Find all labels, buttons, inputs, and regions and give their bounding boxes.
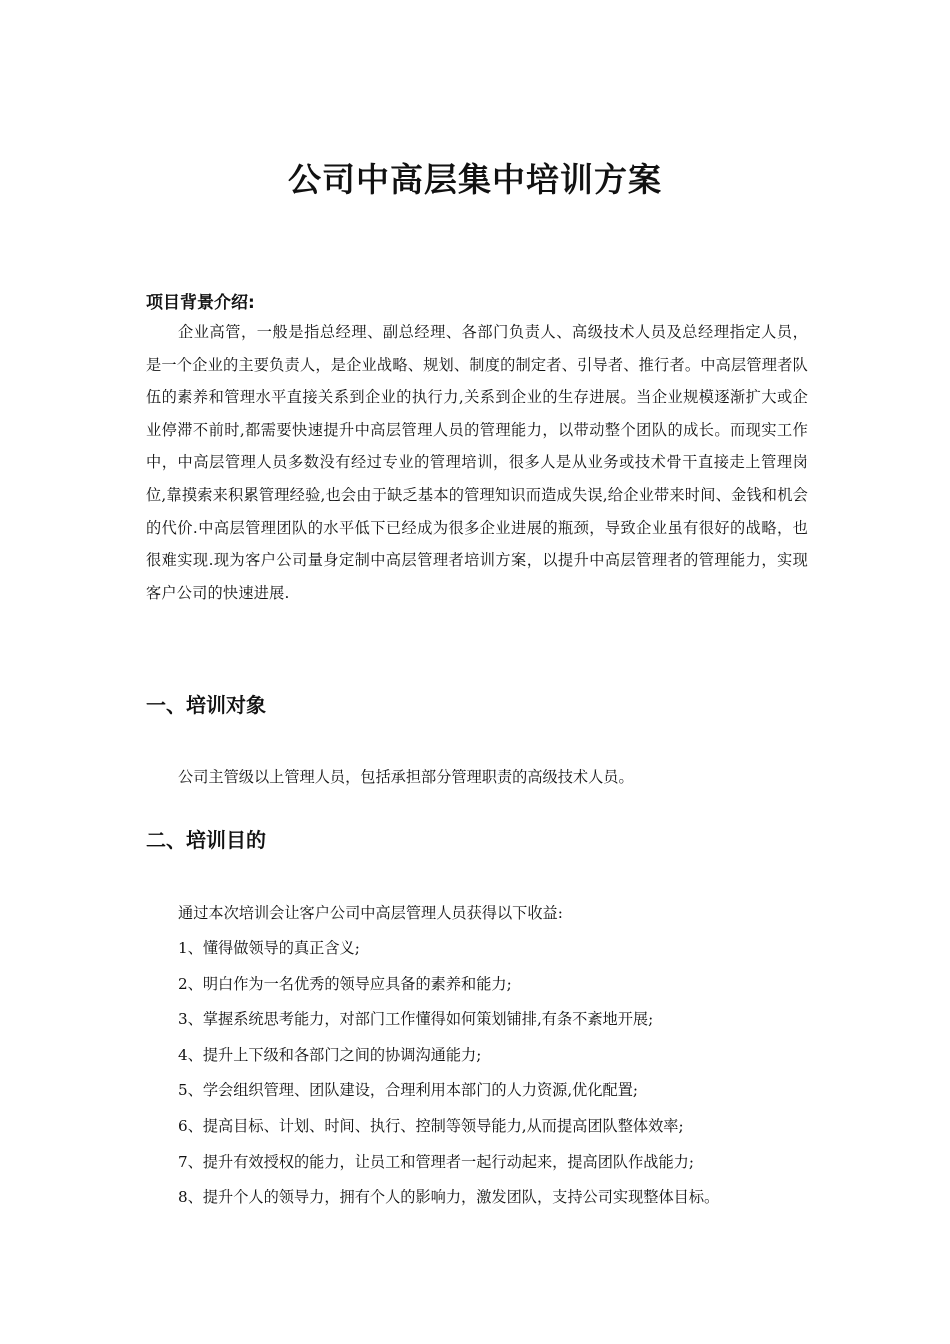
list-item: 5、学会组织管理、团队建设，合理利用本部门的人力资源,优化配置; [178, 1081, 639, 1100]
list-item: 6、提高目标、计划、时间、执行、控制等领导能力,从而提高团队整体效率; [178, 1116, 684, 1135]
list-item: 3、掌握系统思考能力，对部门工作懂得如何策划铺排,有条不紊地开展; [178, 1010, 654, 1029]
list-item: 7、提升有效授权的能力，让员工和管理者一起行动起来，提高团队作战能力; [178, 1152, 694, 1171]
list-item: 2、明白作为一名优秀的领导应具备的素养和能力; [178, 974, 512, 993]
list-item: 8、提升个人的领导力，拥有个人的影响力，激发团队，支持公司实现整体目标。 [178, 1188, 720, 1207]
section1-heading: 一、培训对象 [146, 693, 266, 717]
section1-body: 公司主管级以上管理人员，包括承担部分管理职责的高级技术人员。 [178, 768, 634, 786]
goal-list [178, 931, 719, 1216]
background-paragraph: 企业高管，一般是指总经理、副总经理、各部门负责人、高级技术人员及总经理指定人员，是一个企业的主要负责人，是企业战略、规划、制度的制定者、引导者、推行者。中高层管理者队伍的素养和管理水平直接关系到企业的执行力,关系到企业的生存进展。当企业规模逐渐扩大或企业停滞不前时,都需要快速提升中高层管理人员的管理能力，以带动整个团队的成长。而现实工作中，中高层管理人员多数没有经过专业的管理培训，很多人是从业务或技术骨干直接走上管理岗位,靠摸索来积累管理经验,也会由于缺乏基本的管理知识而造成失误,给企业带来时间、金钱和机会的代价.中高层管理团队的水平低下已经成为很多企业进展的瓶颈，导致企业虽有很好的战略，也很难实现.现为客户公司量身定制中高层管理者培训方案，以提升中高层管理者的管理能力，实现客户公司的快速进展. [146, 323, 808, 602]
section2-intro: 通过本次培训会让客户公司中高层管理人员获得以下收益: [178, 904, 563, 922]
list-item: 4、提升上下级和各部门之间的协调沟通能力; [178, 1045, 482, 1064]
document-title: 公司中高层集中培训方案 [288, 160, 662, 199]
list-item: 1、懂得做领导的真正含义; [178, 939, 360, 957]
background-heading: 项目背景介绍: [146, 293, 255, 313]
section2-heading: 二、培训目的 [146, 828, 266, 852]
